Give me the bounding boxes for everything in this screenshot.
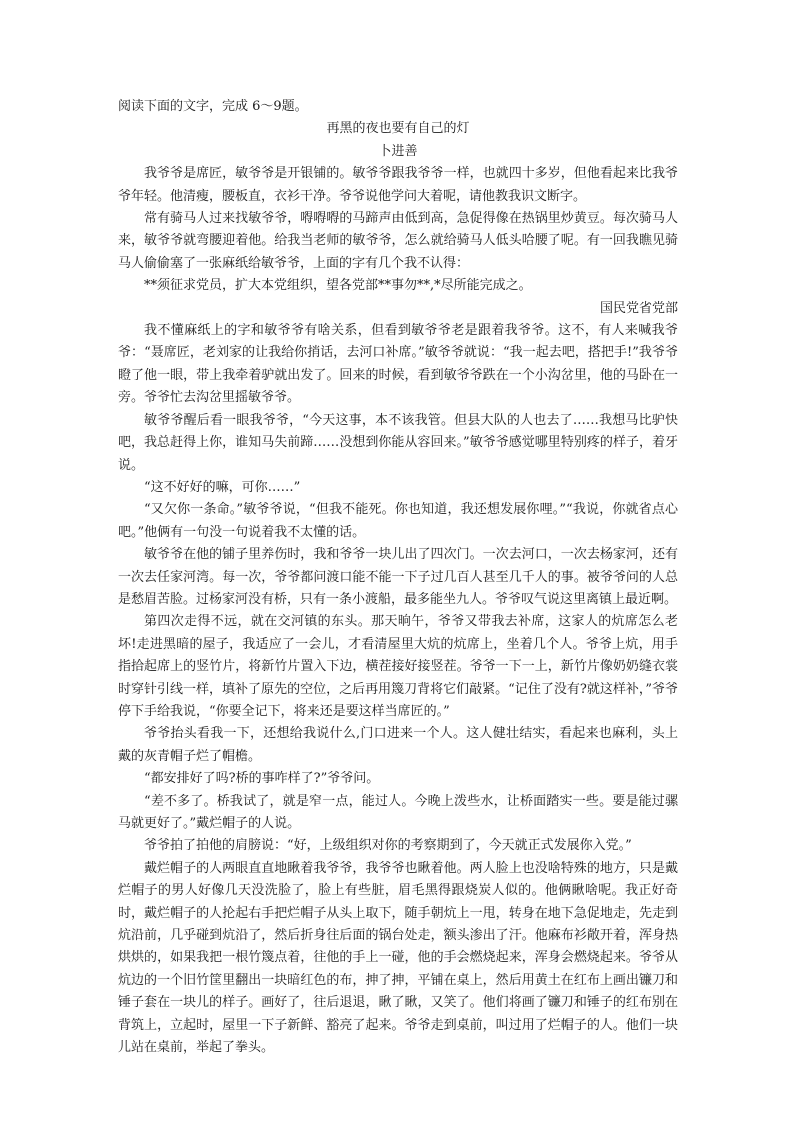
paragraph: 爷爷抬头看我一下，还想给我说什么,门口进来一个人。这人健壮结实，看起来也麻利，头上戴的灰青帽子烂了帽檐。 [118, 726, 678, 764]
paragraph: “又欠你一条命。”敏爷爷说，“但我不能死。你也知道，我还想发展你哩。”“我说，你就省点心吧。”他俩有一句没一句说着我不太懂的话。 [118, 502, 678, 540]
paragraph: “这不好好的嘛，可你……” [144, 479, 301, 495]
paragraph: “都安排好了吗?桥的事咋样了?”爷爷问。 [144, 771, 380, 787]
paragraph: 戴烂帽子的人两眼直直地瞅着我爷爷，我爷爷也瞅着他。两人脸上也没啥特殊的地方，只是戴烂帽子的男人好像几天没洗脸了，脸上有些脏，眉毛黑得跟烧炭人似的。他俩瞅啥呢。我正好奇时，戴烂帽子的人抡起右手把烂帽子从头上取下，随手朝炕上一甩，转身在地下急促地走，先走到炕沿前，几乎碰到炕沿了，然后折身往后面的锅台处走，额头渗出了汗。他麻布衫敞开着，浑身热烘烘的，如果我把一根竹篾点着，往他的手上一碰，他的手会燃烧起来，浑身会燃烧起来。爷爷从炕边的一个旧竹筐里翻出一块暗红色的布，抻了抻，平铺在桌上，然后用黄土在红布上画出镰刀和锤子套在一块儿的样子。画好了，往后退退，瞅了瞅，又笑了。他们将画了镰刀和锤子的红布别在背筑上，立起时，屋里一下子新鲜、豁亮了起来。爷爷走到桌前，叫过用了烂帽子的人。他们一块儿站在桌前，举起了拳头。 [118, 860, 678, 1056]
paragraph: 常有骑马人过来找敏爷爷，嘚嘚嘚的马蹄声由低到高，急促得像在热锅里炒黄豆。每次骑马人来，敏爷爷就弯腰迎着他。给我当老师的敏爷爷，怎么就给骑马人低头哈腰了呢。有一回我瞧见骑马人偷偷塞了一张麻纸给敏爷爷，上面的字有几个我不认得： [118, 211, 678, 271]
paragraph: 我不懂麻纸上的字和敏爷爷有啥关系，但看到敏爷爷老是跟着我爷爷。这不，有人来喊我爷爷：“聂席匠，老刘家的让我给你捎话，去河口补席。”敏爷爷就说：“我一起去吧，搭把手!”我爷爷瞪了他一眼，带上我牵着驴就出发了。回来的时候，看到敏爷爷跌在一个小沟岔里，他的马卧在一旁。爷爷忙去沟岔里摇敏爷爷。 [118, 323, 678, 406]
article-title: 再黑的夜也要有自己的灯 [326, 121, 470, 137]
paragraph: 第四次走得不远，就在交河镇的东头。那天晌午，爷爷又带我去补席，这家人的炕席怎么老坏!走进黑暗的屋子，我适应了一会儿，才看清屋里大炕的炕席上，坐着几个人。爷爷上炕，用手指拾起席上的竖竹片，将新竹片置入下边，横茬接好接竖茬。爷爷一下一上，新竹片像奶奶缝衣裳时穿针引线一样，填补了原先的空位，之后再用篾刀背将它们敲紧。“记住了没有?就这样补，”爷爷停下手给我说，“你要全记下，将来还是要这样当席匠的。” [118, 614, 678, 719]
note-signature: 国民党省党部 [599, 300, 678, 316]
paragraph: 敏爷爷醒后看一眼我爷爷，“今天这事，本不该我管。但县大队的人也去了……我想马比驴快吧，我总赶得上你，谁知马失前蹄……没想到你能从容回来。”敏爷爷感觉哪里特别疼的样子，着牙说。 [118, 412, 678, 473]
paragraph: 我爷爷是席匠，敏爷爷是开银铺的。敏爷爷跟我爷爷一样，也就四十多岁，但他看起来比我爷爷年轻。他清瘦，腰板直，衣衫干净。爷爷说他学问大着呢，请他教我识文断字。 [118, 166, 678, 204]
note-text: **须征求党员，扩大本党组织，望各党部**事勿**,*尽所能完成之。 [144, 278, 532, 294]
paragraph: 爷爷拍了拍他的肩膀说：“好，上级组织对你的考察期到了，今天就正式发展你入党。” [144, 838, 632, 854]
paragraph: “差不多了。桥我试了，就是窄一点，能过人。今晚上泼些水，让桥面踏实一些。要是能过骡马就更好了。”戴烂帽子的人说。 [118, 793, 678, 831]
question-instruction: 阅读下面的文字，完成 6～9题。 [118, 99, 308, 114]
article-author: 卜进善 [378, 143, 418, 159]
paragraph: 敏爷爷在他的铺子里养伤时，我和爷爷一块儿出了四次门。一次去河口，一次去杨家河，还有一次去任家河湾。每一次，爷爷都问渡口能不能一下子过几百人甚至几千人的事。被爷爷问的人总是愁眉苦脸。过杨家河没有桥，只有一条小渡船，最多能坐九人。爷爷叹气说这里离镇上最近啊。 [118, 547, 678, 607]
document-page [118, 96, 678, 1059]
